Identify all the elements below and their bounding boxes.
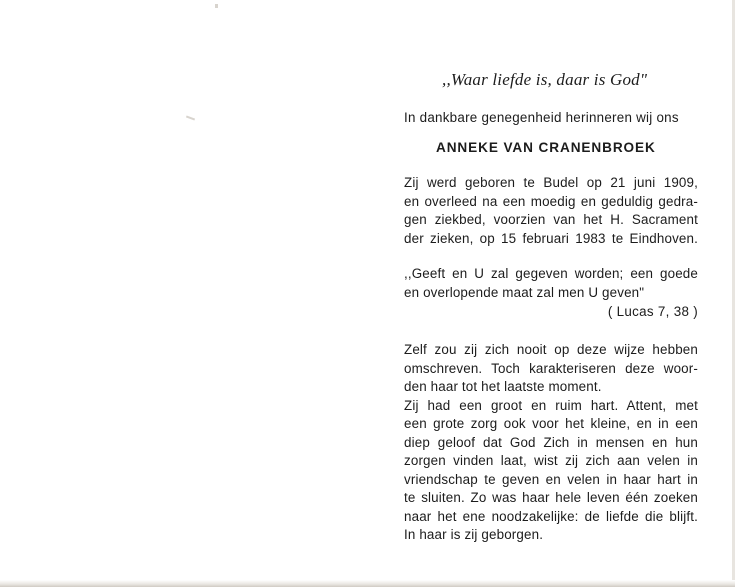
paper-speck <box>215 4 218 8</box>
text-line: omschreven. Toch karakteriseren deze woor- <box>404 360 698 376</box>
motto: ,,Waar liefde is, daar is God" <box>442 70 648 89</box>
bible-reference: ( Lucas 7, 38 ) <box>607 304 698 319</box>
reflection-paragraph <box>404 341 698 545</box>
text-line: diep geloof dat God Zich in mensen en hun <box>404 434 698 450</box>
text-line: Zij werd geboren te Budel op 21 juni 1909, <box>404 175 698 190</box>
biography-paragraph <box>404 174 698 248</box>
paper-mark <box>186 116 195 121</box>
text-line: naar het ene noodzakelijke: de liefde die blijft. <box>404 508 698 524</box>
text-line: In haar is zij geborgen. <box>404 527 544 542</box>
text-line: Zij had een groot en ruim hart. Attent, met <box>404 397 698 413</box>
text-line: Zelf zou zij zich nooit op deze wijze hebben <box>404 342 698 357</box>
text-line: en overleed na een moedig en geduldig gedra- <box>404 193 698 209</box>
text-line: der zieken, op 15 februari 1983 te Eindhoven. <box>404 230 698 246</box>
text-line: zorgen vinden laat, wist zij zich aan velen in <box>404 453 698 468</box>
deceased-name: ANNEKE VAN CRANENBROEK <box>436 140 656 155</box>
card-bottom-edge <box>0 580 735 587</box>
text-line: vriendschap te geven en velen in haar hart in <box>404 471 698 487</box>
text-line: gen ziekbed, voorzien van het H. Sacrament <box>404 212 698 227</box>
intro-line: In dankbare genegenheid herinneren wij ons <box>404 110 679 125</box>
text-line: een grote zorg ook voor het kleine, en in een <box>404 416 698 431</box>
bible-quote <box>404 265 698 302</box>
text-line: ,,Geeft en U zal gegeven worden; een goede <box>404 266 698 281</box>
text-line: den haar tot het laatste moment. <box>404 379 602 394</box>
text-line: en overlopende maat zal men U geven" <box>404 284 645 300</box>
text-line: te sluiten. Zo was haar hele leven één zoeken <box>404 490 698 505</box>
